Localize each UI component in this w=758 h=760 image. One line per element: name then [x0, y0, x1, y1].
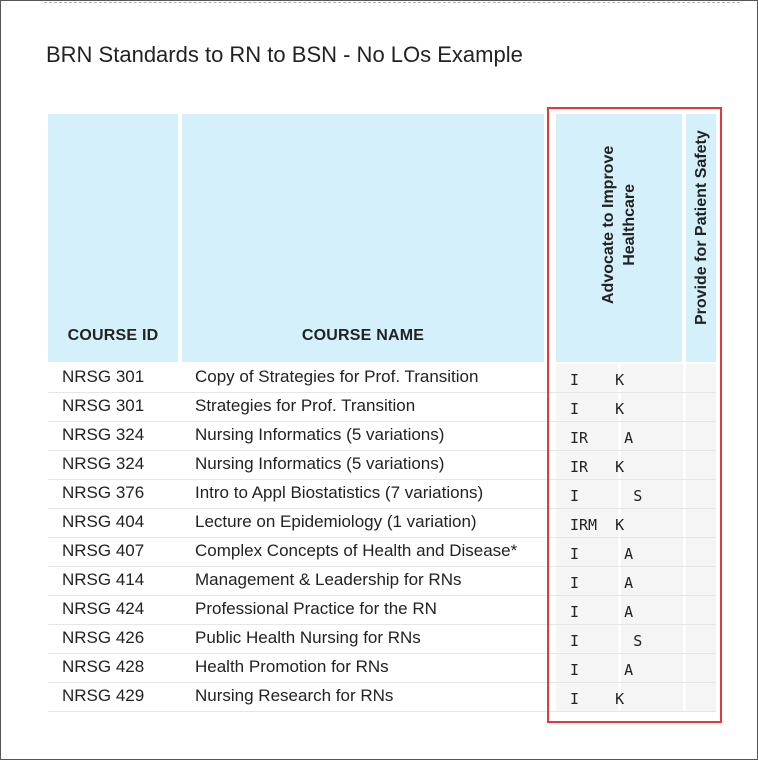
- course-name-cell[interactable]: Complex Concepts of Health and Disease*: [195, 541, 518, 560]
- course-name-cell[interactable]: Intro to Appl Biostatistics (7 variations): [195, 483, 484, 502]
- standard-level-value: I A: [570, 603, 634, 621]
- course-id-cell: NRSG 324: [62, 454, 145, 473]
- highlight-box: [547, 107, 722, 723]
- course-id-cell: NRSG 424: [62, 599, 145, 618]
- course-name-cell[interactable]: Nursing Research for RNs: [195, 686, 394, 705]
- header-course-name: [182, 114, 544, 362]
- course-name-cell[interactable]: Professional Practice for the RN: [195, 599, 437, 618]
- standard-level-value: I S: [570, 487, 643, 505]
- course-id-cell: NRSG 429: [62, 686, 145, 705]
- course-name-cell[interactable]: Nursing Informatics (5 variations): [195, 454, 445, 473]
- course-id-cell: NRSG 376: [62, 483, 145, 502]
- header-course-name-label: COURSE NAME: [301, 327, 425, 344]
- course-id-cell: NRSG 428: [62, 657, 145, 676]
- course-id-cell: NRSG 301: [62, 367, 145, 386]
- standard-level-value: I A: [570, 574, 634, 592]
- header-course-id: [48, 114, 178, 362]
- standard-level-value: I S: [570, 632, 643, 650]
- standard-level-value: IR A: [570, 429, 634, 447]
- standard-level-value: I A: [570, 661, 634, 679]
- course-id-cell: NRSG 426: [62, 628, 145, 647]
- course-name-cell[interactable]: Health Promotion for RNs: [195, 657, 389, 676]
- standard-level-value: I K: [570, 690, 625, 708]
- course-name-cell[interactable]: Management & Leadership for RNs: [195, 570, 462, 589]
- page-title: BRN Standards to RN to BSN - No LOs Example: [46, 42, 523, 67]
- standard-level-value: I K: [570, 400, 625, 418]
- standard-level-value: IR K: [570, 458, 625, 476]
- course-id-cell: NRSG 324: [62, 425, 145, 444]
- course-name-cell[interactable]: Public Health Nursing for RNs: [195, 628, 421, 647]
- header-standard-advocate-label: Advocate to Improve Healthcare: [600, 145, 638, 304]
- header-course-id-label: COURSE ID: [67, 327, 159, 344]
- standard-level-value: I K: [570, 371, 625, 389]
- standard-level-value: IRM K: [570, 516, 625, 534]
- standard-level-value: I A: [570, 545, 634, 563]
- header-standard-safety-label: Provide for Patient Safety: [693, 130, 710, 325]
- course-name-cell[interactable]: Nursing Informatics (5 variations): [195, 425, 445, 444]
- course-name-cell[interactable]: Strategies for Prof. Transition: [195, 396, 416, 415]
- course-name-cell[interactable]: Lecture on Epidemiology (1 variation): [195, 512, 477, 531]
- course-name-cell[interactable]: Copy of Strategies for Prof. Transition: [195, 367, 479, 386]
- course-id-cell: NRSG 404: [62, 512, 145, 531]
- course-id-cell: NRSG 414: [62, 570, 145, 589]
- course-id-cell: NRSG 407: [62, 541, 145, 560]
- top-divider: [44, 2, 740, 3]
- course-id-cell: NRSG 301: [62, 396, 145, 415]
